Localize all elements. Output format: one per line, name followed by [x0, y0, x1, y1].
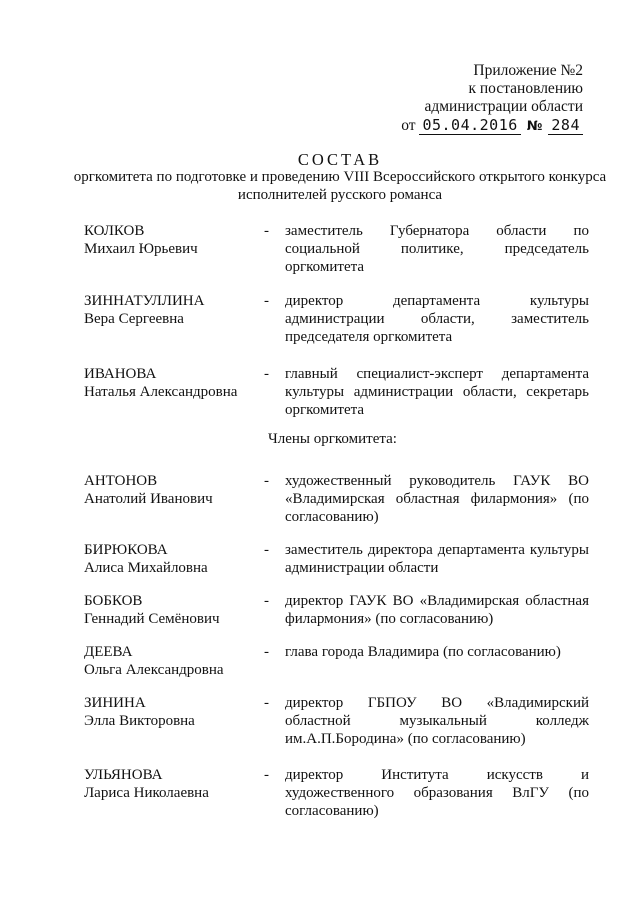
- appendix-title: Приложение №2: [473, 62, 583, 79]
- member-surname: ЗИНИНА: [84, 695, 146, 711]
- document-subtitle: оргкомитета по подготовке и проведению VIII Всероссийского открытого конкурса исполнителей русского романса: [73, 169, 607, 203]
- member-name: [84, 766, 264, 802]
- appendix-resolution-label: к постановлению: [468, 80, 583, 97]
- member-given-name: Геннадий Семёнович: [84, 611, 220, 627]
- committee-entry: [84, 222, 604, 282]
- entry-dash: -: [264, 293, 269, 309]
- member-name: [84, 694, 264, 730]
- number-sign: №: [526, 119, 543, 134]
- members-heading: Члены оргкомитета:: [268, 431, 397, 447]
- member-surname: АНТОНОВ: [84, 473, 158, 489]
- entry-dash: -: [264, 366, 269, 382]
- member-name: [84, 472, 264, 508]
- member-role: глава города Владимира (по согласованию): [285, 644, 561, 660]
- member-surname: ДЕЕВА: [84, 644, 133, 660]
- member-given-name: Наталья Александровна: [84, 384, 238, 400]
- member-surname: УЛЬЯНОВА: [84, 767, 163, 783]
- entry-dash: -: [264, 542, 269, 558]
- entry-dash: -: [264, 473, 269, 489]
- member-surname: ИВАНОВА: [84, 366, 157, 382]
- member-role: директор департамента культуры администрации области, заместитель председателя оргкомитета: [285, 293, 589, 345]
- member-surname: ЗИННАТУЛЛИНА: [84, 293, 205, 309]
- member-name: [84, 365, 264, 401]
- member-name: [84, 222, 264, 258]
- member-role: художественный руководитель ГАУК ВО «Владимирская областная филармония» (по согласованию): [285, 473, 589, 525]
- member-surname: БИРЮКОВА: [84, 542, 168, 558]
- committee-entry: [84, 694, 604, 754]
- resolution-date: 05.04.2016: [419, 116, 520, 135]
- document-title: СОСТАВ: [297, 150, 383, 169]
- member-role: заместитель Губернатора области по социальной политике, председатель оргкомитета: [285, 223, 589, 275]
- entry-dash: -: [264, 593, 269, 609]
- resolution-number: 284: [548, 116, 583, 135]
- date-prefix: от: [401, 117, 416, 134]
- member-given-name: Вера Сергеевна: [84, 311, 184, 327]
- member-name: [84, 541, 264, 577]
- appendix-header: [401, 62, 583, 136]
- entry-dash: -: [264, 695, 269, 711]
- member-role: директор Института искусств и художественного образования ВлГУ (по согласованию): [285, 767, 589, 819]
- committee-entry: [84, 472, 604, 532]
- member-name: [84, 292, 264, 328]
- entry-dash: -: [264, 223, 269, 239]
- member-surname: БОБКОВ: [84, 593, 143, 609]
- committee-entry: [84, 365, 604, 425]
- entry-dash: -: [264, 644, 269, 660]
- member-role: директор ГБПОУ ВО «Владимирский областной музыкальный колледж им.А.П.Бородина» (по согласованию): [285, 695, 589, 747]
- member-name: [84, 592, 264, 628]
- member-given-name: Лариса Николаевна: [84, 785, 209, 801]
- member-name: [84, 643, 264, 679]
- member-given-name: Михаил Юрьевич: [84, 241, 198, 257]
- committee-entry: [84, 292, 604, 352]
- member-given-name: Элла Викторовна: [84, 713, 195, 729]
- appendix-date-line: [401, 116, 583, 136]
- committee-entry: [84, 766, 604, 826]
- member-given-name: Анатолий Иванович: [84, 491, 213, 507]
- member-given-name: Алиса Михайловна: [84, 560, 208, 576]
- member-role: главный специалист-эксперт департамента культуры администрации области, секретарь оргкомитета: [285, 366, 589, 418]
- appendix-authority: администрации области: [424, 98, 583, 115]
- member-role: заместитель директора департамента культуры администрации области: [285, 542, 589, 576]
- member-surname: КОЛКОВ: [84, 223, 145, 239]
- entry-dash: -: [264, 767, 269, 783]
- member-role: директор ГАУК ВО «Владимирская областная филармония» (по согласованию): [285, 593, 589, 627]
- member-given-name: Ольга Александровна: [84, 662, 224, 678]
